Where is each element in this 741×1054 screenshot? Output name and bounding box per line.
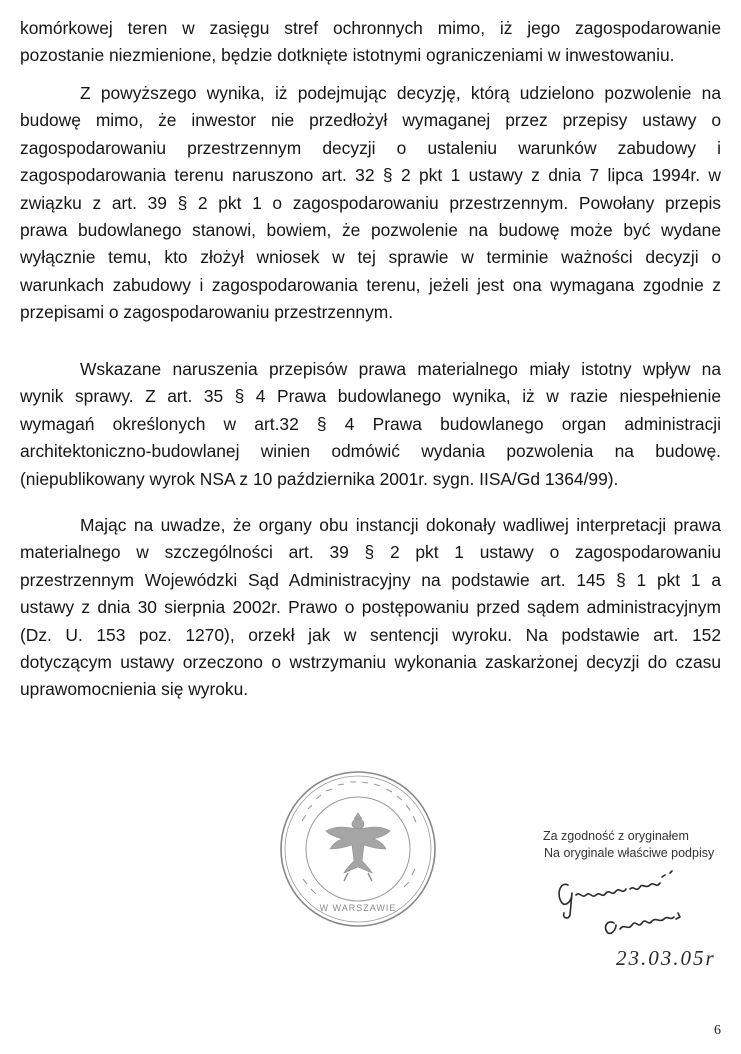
text-line: przestrzennym Wojewódzki Sąd Administracyjny na podstawie art. 145 § 1 pkt 1 a xyxy=(20,569,721,590)
text-line: ustawy z dnia 30 sierpnia 2002r. Prawo o postępowaniu przed sądem administracyjnym xyxy=(20,597,721,618)
text-line: Mając na uwadze, że organy obu instancji dokonały wadliwej interpretacji prawa xyxy=(80,515,721,535)
page-number: 6 xyxy=(714,1023,721,1038)
text-line: materialnego w szczególności art. 39 § 2 pkt 1 ustawy o zagospodarowaniu xyxy=(20,542,721,563)
text-line: pozostanie niezmienione, będzie dotknięte istotnymi ograniczeniami w inwestowaniu. xyxy=(20,45,675,66)
text-line: Wskazane naruszenia przepisów prawa materialnego miały istotny wpływ na xyxy=(80,359,721,379)
text-line: (niepublikowany wyrok NSA z 10 października 2001r. sygn. IISA/Gd 1364/99). xyxy=(20,468,619,489)
text-line: związku z art. 39 § 2 pkt 1 o zagospodarowaniu przestrzennym. Powołany przepis xyxy=(20,192,721,213)
text-line: dotyczącym ustawy orzeczono o wstrzymaniu wykonania zaskarżonej decyzji do czasu xyxy=(20,651,721,672)
text-line: komórkowej teren w zasięgu stref ochronnych mimo, iż jego zagospodarowanie xyxy=(20,18,721,38)
text-line: zagospodarowania terenu naruszono art. 32 § 2 pkt 1 ustawy z dnia 7 lipca 1994r. w xyxy=(20,165,721,186)
text-line: uprawomocnienia się wyroku. xyxy=(20,679,249,700)
certification-line: Na oryginale właściwe podpisy xyxy=(544,846,715,860)
paragraph-3 xyxy=(20,356,721,493)
text-line: budowę mimo, że inwestor nie przedłożył wymaganej przez przepisy ustawy o xyxy=(20,110,721,131)
text-line: wynik sprawy. Z art. 35 § 4 Prawa budowlanego wynika, iż w razie niespełnienie xyxy=(20,386,721,407)
text-line: wymagań określonych w art.32 § 4 Prawa budowlanego organ administracji xyxy=(20,413,721,434)
text-line: architektoniczno-budowlanej winien odmówić wydania pozwolenia na budowę. xyxy=(20,441,721,462)
paragraph-1 xyxy=(20,15,721,70)
text-line: warunkach zabudowy i zagospodarowania terenu, jeżeli jest ona wymagana zgodnie z xyxy=(20,274,721,295)
official-seal xyxy=(276,769,440,929)
text-line: (Dz. U. 153 poz. 1270), orzekł jak w sentencji wyroku. Na podstawie art. 152 xyxy=(20,624,721,645)
seal-text: W WARSZAWIE xyxy=(319,903,397,913)
signature-date: 23.03.05r xyxy=(616,946,716,970)
text-line: prawa budowlanego stanowi, bowiem, że pozwolenie na budowę może być wydane xyxy=(20,219,721,240)
text-line: wyłącznie temu, kto złożył wniosek w tej sprawie w terminie ważności decyzji o xyxy=(20,247,721,268)
paragraph-4 xyxy=(20,512,721,704)
text-line: Z powyższego wynika, iż podejmując decyzję, którą udzielono pozwolenie na xyxy=(80,83,721,103)
text-line: zagospodarowaniu przestrzennym decyzji o ustaleniu warunków zabudowy i xyxy=(20,137,721,158)
certification-line: Za zgodność z oryginałem xyxy=(543,829,689,843)
text-line: przepisami o zagospodarowaniu przestrzennym. xyxy=(20,302,394,323)
handwritten-signature xyxy=(550,855,730,975)
paragraph-2 xyxy=(20,80,721,327)
